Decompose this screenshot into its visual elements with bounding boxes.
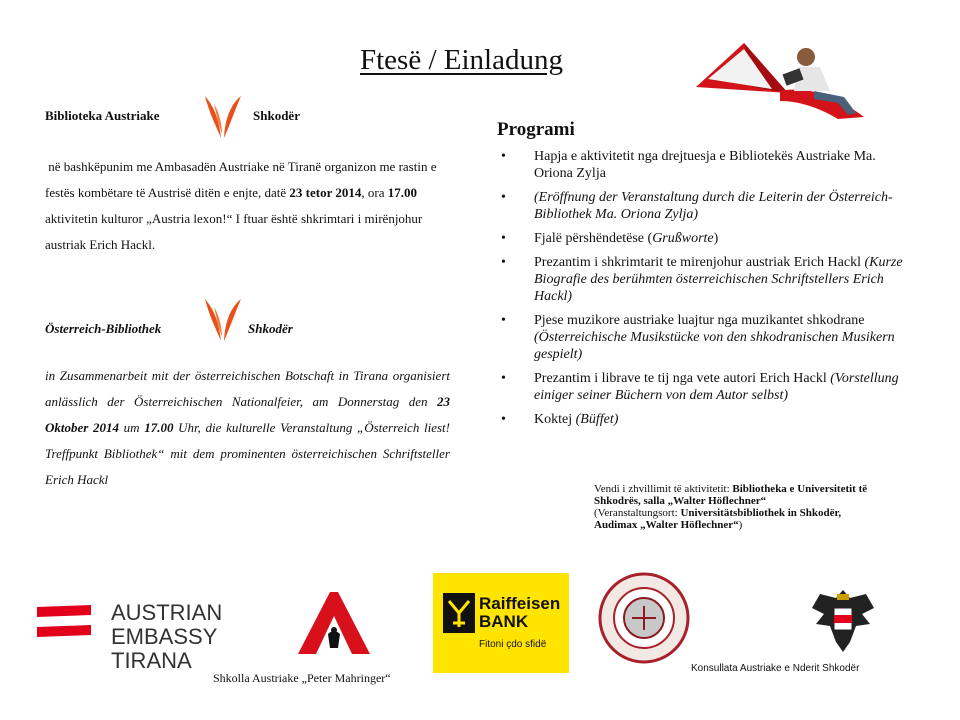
bullet-icon: • [501,190,506,205]
org-city-german: Shkodër [248,321,293,336]
event-date-albanian: 23 tetor 2014 [289,185,362,200]
program-item: • Hapja e aktivitetit nga drejtuesja e Bibliotekës Austriake Ma. Oriona Zylja [501,149,876,181]
program-item: • Koktej (Büffet) [501,412,619,427]
program-item: • Fjalë përshëndetëse (Grußworte) [501,231,719,246]
venue-info: Vendi i zhvillimit të aktivitetit: Bibliotheka e Universitetit të Shkodrës, salla „Walter Höflechner“ (Veranstaltungsort: Universitätsbibliothek in Shkodër, Audimax „Walter Höflechner“) [594,483,868,531]
invitation-text-german: in Zusammenarbeit mit der österreichischen Botschaft in Tirana organisiert anlässlich der Österreichischen Nationalfeier, am Donnerstag den 23 Oktober 2014 um 17.00 Uhr, die kulturelle Veranstaltung „Österreich liest! Treffpunkt Bibliothek“ mit dem prominenten österreichischen Schriftsteller Erich Hackl [45,368,450,487]
bullet-icon: • [501,313,506,328]
embassy-logo-text: AUSTRIAN EMBASSY TIRANA [111,600,223,673]
raiffeisen-bank-logo: Raiffeisen BANK Fitoni çdo sfidë [433,573,569,673]
program-item: • Pjese muzikore austriake luajtur nga muzikantet shkodrane (Österreichische Musikstücke von den shkodranischen Musikern gespielt) [501,313,895,362]
invitation-text-albanian: në bashkëpunim me Ambasadën Austriake në Tiranë organizon me rastin e festës kombëtare të Austrisë ditën e enjte, datë 23 tetor 2014, ora 17.00 aktivitetin kulturor „Austria lexon!“ I ftuar është shkrimtari i mirënjohur austriak Erich Hackl. [45,159,437,252]
event-date-german: 23 Oktober 2014 [45,394,450,435]
program-item: • (Eröffnung der Veranstaltung durch die Leiterin der Österreich-Bibliothek Ma. Oriona Zylja) [501,190,893,222]
program-list [497,148,907,435]
consulate-caption: Konsullata Austriake e Nderit Shkodër [691,663,860,674]
event-time-german: 17.00 [144,420,174,435]
program-item: • Prezantim i shkrimtarit te mirenjohur austriak Erich Hackl (Kurze Biografie des berühmten österreichischen Schriftstellers Erich Hackl) [501,255,903,304]
school-logo [290,590,374,656]
org-name-albanian: Biblioteka Austriake [45,108,160,123]
org-city-albanian: Shkodër [253,108,300,123]
bullet-icon: • [501,371,506,386]
bullet-icon: • [501,149,506,164]
austrian-eagle-icon [806,584,880,658]
university-seal-icon [598,572,690,664]
raiffeisen-gable-icon [443,593,475,633]
library-logo-icon [201,94,245,140]
page-title: Ftesë / Einladung [360,44,563,76]
reading-man-illustration [688,27,874,127]
program-heading: Programi [497,119,575,140]
bullet-icon: • [501,412,506,427]
event-time-albanian: 17.00 [387,185,417,200]
austrian-flag-icon [35,603,93,639]
bullet-icon: • [501,255,506,270]
library-logo-icon [201,297,245,343]
org-name-german: Österreich-Bibliothek [45,321,162,336]
school-caption: Shkolla Austriake „Peter Mahringer“ [213,671,391,685]
program-item: • Prezantim i librave te tij nga vete autori Erich Hackl (Vorstellung einiger seiner Büchern von dem Autor selbst) [501,371,899,403]
bullet-icon: • [501,231,506,246]
